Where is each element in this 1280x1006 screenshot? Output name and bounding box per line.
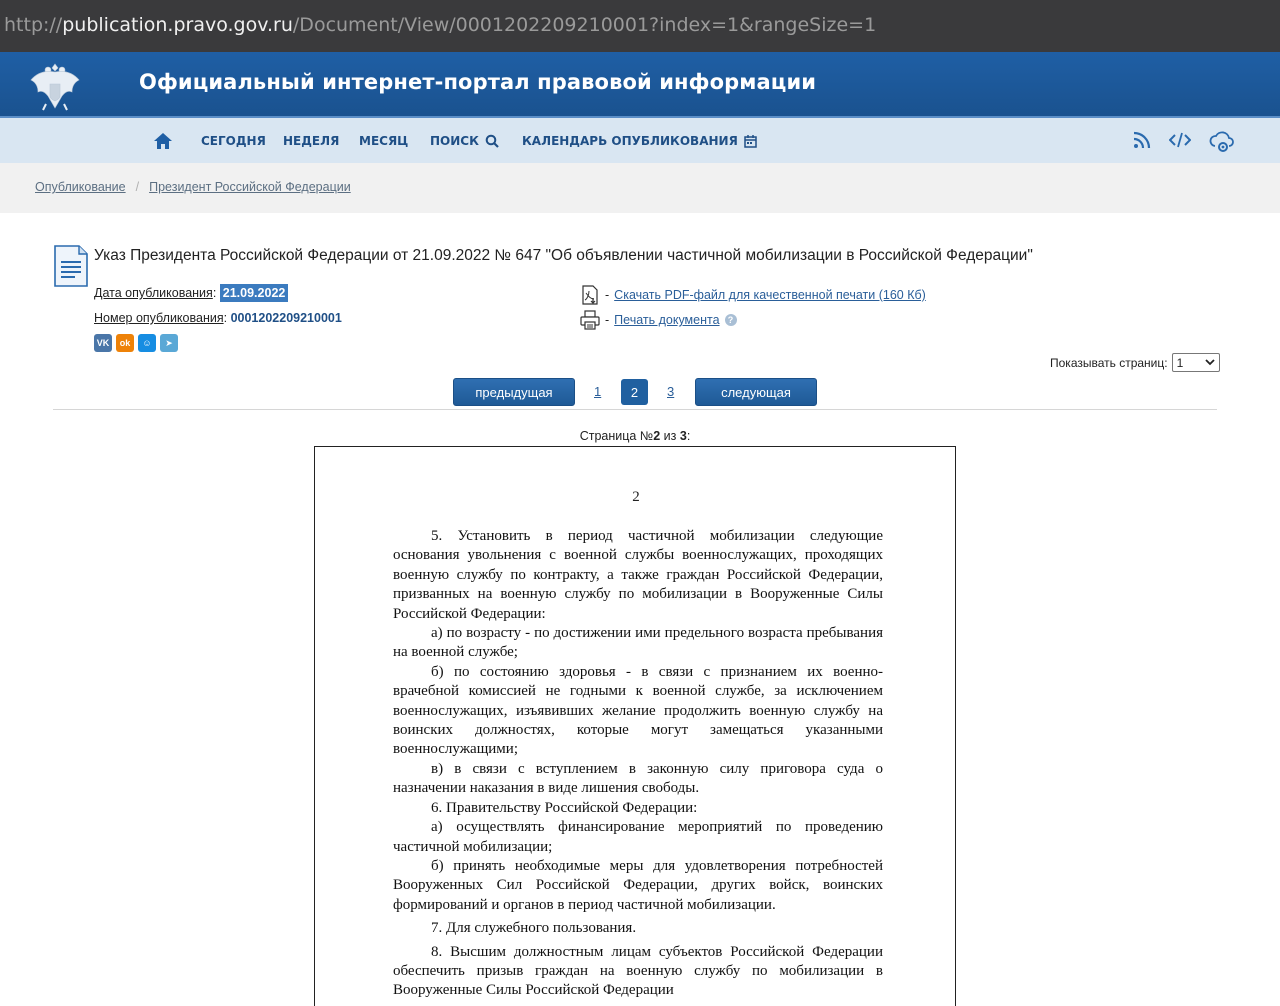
nav-today[interactable] [201, 134, 266, 148]
nav-calendar[interactable] [522, 134, 757, 148]
share-vk-button[interactable]: VK [94, 334, 112, 352]
scan-paragraph: 6. Правительству Российской Федерации: [431, 799, 698, 816]
nav-search[interactable] [430, 134, 499, 148]
page-indicator [0, 429, 1270, 443]
print-row [580, 310, 737, 330]
portal-title[interactable]: Официальный интернет-портал правовой информации [139, 70, 817, 94]
page-indicator-middle: из [660, 429, 680, 443]
nav-today-label: СЕГОДНЯ [201, 134, 266, 148]
previous-page-button[interactable]: предыдущая [453, 378, 575, 406]
code-icon[interactable] [1169, 131, 1191, 149]
page-link-2-current[interactable]: 2 [621, 379, 648, 405]
page-indicator-suffix: : [686, 429, 691, 443]
coat-of-arms-logo[interactable] [26, 56, 84, 114]
nav-month-label: МЕСЯЦ [359, 134, 409, 148]
cloud-settings-icon[interactable] [1208, 128, 1236, 154]
scan-paragraph: а) по возрасту - по достижении ими предельного возраста пребывания на военной службе; [393, 625, 883, 661]
url-path: /Document/View/0001202209210001?index=1&rangeSize=1 [292, 14, 877, 36]
publication-date-label[interactable]: Дата опубликования [94, 286, 213, 300]
publication-number-label[interactable]: Номер опубликования [94, 311, 224, 325]
scan-paragraph: 8. Высшим должностным лицам субъектов Российской Федерации обеспечить призыв граждан на военную службу по мобилизации в Вооруженные Силы Российской Федерации [393, 943, 883, 999]
breadcrumb [0, 163, 1280, 213]
pages-per-view-select[interactable] [1172, 353, 1220, 372]
breadcrumb-publication[interactable]: Опубликование [35, 180, 126, 194]
nav-week-label: НЕДЕЛЯ [283, 134, 340, 148]
scan-paragraph: б) по состоянию здоровья - в связи с признанием их военно-врачебной комиссией не годными к военной службе, за исключением военнослужащих, изъявивших желание продолжить военную службу на воинских должностях, которые могут замещаться указанными военнослужащими; [393, 663, 883, 758]
calendar-icon [744, 135, 757, 148]
pages-per-view-label: Показывать страниц: [1050, 355, 1168, 370]
page-indicator-total: 3 [679, 429, 687, 443]
nav-week[interactable] [283, 134, 339, 148]
nav-search-label: ПОИСК [430, 134, 479, 148]
scan-paragraph: 5. Установить в период частичной мобилизации следующие основания увольнения с военной службы военнослужащих, проходящих военную службу по контракту, а также граждан Российской Федерации, призванных на военную службу по мобилизации в Вооруженные Силы Российской Федерации: [393, 528, 883, 622]
printer-icon [580, 310, 600, 330]
publication-number-row [94, 311, 342, 325]
publication-number-value: 0001202209210001 [230, 311, 342, 325]
url-text[interactable] [4, 14, 876, 36]
address-bar[interactable] [0, 0, 1280, 52]
breadcrumb-separator: / [135, 180, 140, 194]
colon: : [212, 286, 217, 300]
scan-text [393, 527, 883, 1001]
share-buttons [94, 334, 178, 352]
scan-paragraph: б) принять необходимые меры для удовлетворения потребностей Вооруженных Сил Российской Федерации, других войск, воинских формирований и органов в период частичной мобилизации. [393, 857, 883, 913]
rss-icon[interactable] [1133, 131, 1151, 149]
scan-paragraph: 7. Для служебного пользования. [431, 920, 637, 937]
link-dash: - [605, 288, 610, 302]
publication-date-value: 21.09.2022 [220, 284, 289, 302]
page-indicator-current: 2 [653, 429, 661, 443]
document-icon [53, 245, 89, 287]
document-page-image [314, 446, 956, 1006]
home-icon[interactable] [153, 132, 173, 150]
url-scheme: http:// [4, 14, 63, 36]
divider [53, 409, 1217, 410]
link-dash: - [605, 313, 610, 327]
url-host: publication.pravo.gov.ru [62, 14, 293, 36]
page-link-1[interactable]: 1 [594, 384, 602, 399]
pdf-file-icon [580, 285, 600, 305]
share-mailru-button[interactable]: ☺ [138, 334, 156, 352]
main-nav [0, 118, 1280, 163]
publication-date-row [94, 286, 288, 300]
site-header [0, 52, 1280, 118]
document-title: Указ Президента Российской Федерации от 21.09.2022 № 647 "Об объявлении частичной мобилизации в Российской Федерации" [94, 247, 1033, 264]
pdf-download-link[interactable]: Скачать PDF-файл для качественной печати (160 Кб) [614, 288, 926, 302]
next-page-button[interactable]: следующая [695, 378, 817, 406]
colon: : [223, 311, 228, 325]
chevron-down-icon [1205, 359, 1215, 366]
pages-per-view-value: 1 [1176, 355, 1184, 370]
breadcrumb-president[interactable]: Президент Российской Федерации [149, 180, 351, 194]
nav-month[interactable] [359, 134, 408, 148]
nav-calendar-label: КАЛЕНДАРЬ ОПУБЛИКОВАНИЯ [522, 134, 738, 148]
share-ok-button[interactable]: ok [116, 334, 134, 352]
search-icon [485, 134, 499, 148]
print-document-link[interactable]: Печать документа [614, 313, 720, 327]
page-indicator-prefix: Страница № [579, 429, 654, 443]
pdf-download-row [580, 285, 926, 305]
pages-per-view [1050, 353, 1220, 372]
page-link-3[interactable]: 3 [667, 384, 675, 399]
scan-page-number: 2 [632, 489, 640, 505]
scan-paragraph: в) в связи с вступлением в законную силу приговора суда о назначении наказания в виде лишения свободы. [393, 760, 883, 797]
help-icon[interactable]: ? [725, 314, 737, 326]
scan-paragraph: а) осуществлять финансирование мероприятий по проведению частичной мобилизации; [393, 819, 883, 855]
share-telegram-button[interactable]: ➤ [160, 334, 178, 352]
